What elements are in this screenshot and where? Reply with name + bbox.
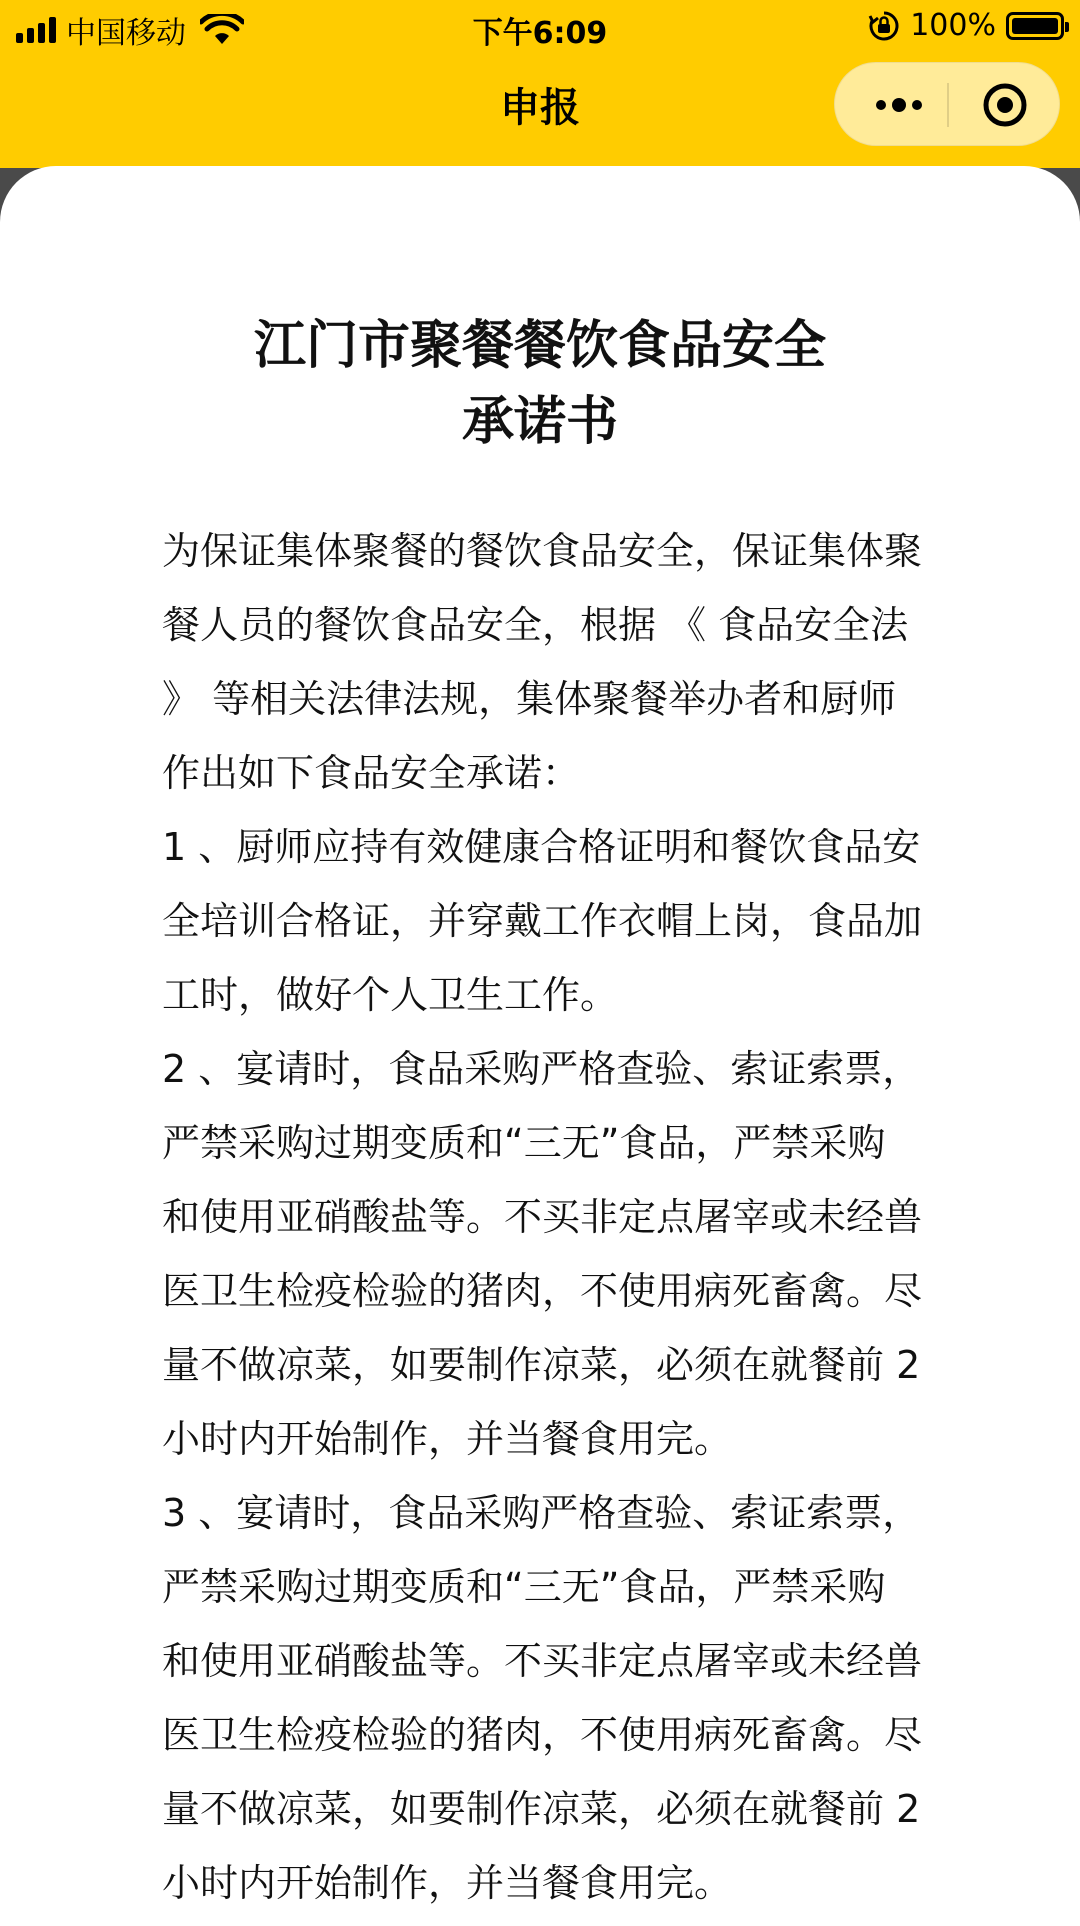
top-bar: [0, 0, 1080, 168]
document-title-line1: 江门市聚餐餐饮食品安全: [253, 316, 826, 376]
rotation-lock-icon: [868, 10, 900, 42]
mini-program-capsule: [834, 62, 1060, 146]
status-right: [868, 8, 1064, 43]
more-dots-icon[interactable]: [869, 85, 929, 125]
status-time: 下午6:09: [472, 16, 608, 51]
status-bar: [0, 0, 1080, 56]
carrier-label: 中国移动: [66, 16, 186, 51]
battery-percent: 100%: [910, 8, 996, 43]
document-title: [0, 308, 1080, 460]
paragraph-item-2: 2 、宴请时，食品采购严格查验、索证索票，严禁采购过期变质和“三无”食品，严禁采购和使用亚硝酸盐等。不买非定点屠宰或未经兽医卫生检疫检验的猪肉，不使用病死畜禽。尽量不做凉菜，如要制作凉菜，必须在就餐前 2 小时内开始制作，并当餐食用完。: [162, 1047, 923, 1461]
paragraph-intro: 为保证集体聚餐的餐饮食品安全，保证集体聚餐人员的餐饮食品安全，根据 《 食品安全法 》 等相关法律法规，集体聚餐举办者和厨师作出如下食品安全承诺：: [162, 529, 923, 795]
document-title-line2: 承诺书: [461, 392, 618, 452]
paragraph-item-3: 3 、宴请时，食品采购严格查验、索证索票，严禁采购过期变质和“三无”食品，严禁采购和使用亚硝酸盐等。不买非定点屠宰或未经兽医卫生检疫检验的猪肉，不使用病死畜禽。尽量不做凉菜，如要制作凉菜，必须在就餐前 2 小时内开始制作，并当餐食用完。: [162, 1491, 923, 1905]
paragraph-item-1: 1 、厨师应持有效健康合格证明和餐饮食品安全培训合格证，并穿戴工作衣帽上岗，食品加工时，做好个人卫生工作。: [162, 825, 923, 1017]
page-title: 申报: [500, 85, 580, 131]
battery-icon: [1006, 12, 1064, 40]
document-body: [162, 514, 922, 1920]
target-circle-icon[interactable]: [981, 81, 1029, 129]
capsule-divider: [947, 83, 949, 127]
